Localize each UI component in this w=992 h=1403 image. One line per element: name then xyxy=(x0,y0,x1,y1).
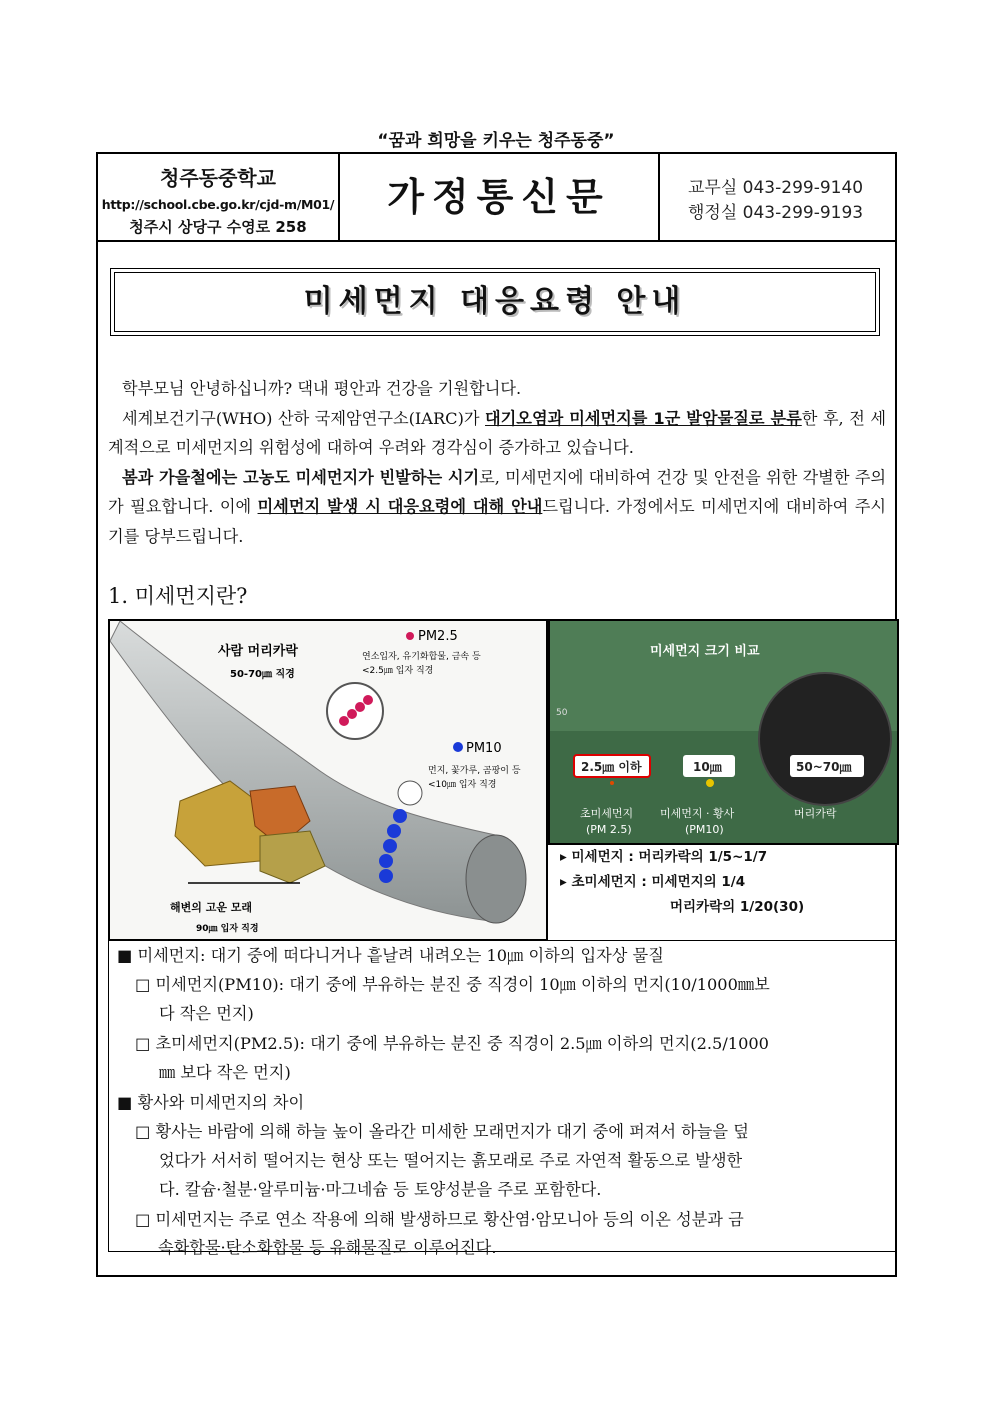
axis-tick-50: 50 xyxy=(556,708,568,718)
sub-bullet-3: □ 황사는 바람에 의해 하늘 높이 올라간 미세한 모래먼지가 대기 중에 퍼져서 하늘을 덮 xyxy=(135,1122,749,1141)
definition-box xyxy=(108,940,896,1252)
legend-row-3: 머리카락의 1/20(30) xyxy=(670,899,805,915)
pm25-desc-2: <2.5㎛ 입자 직경 xyxy=(362,666,434,676)
newsletter-title: 가정통신문 xyxy=(340,154,660,240)
sub-bullet-4-cont: 속화합물·탄소화합물 등 유해물질로 이루어진다. xyxy=(158,1238,497,1257)
school-address: 청주시 상당구 수영로 258 xyxy=(129,218,307,236)
letterhead xyxy=(98,154,895,242)
intro-paragraph-1: 학부모님 안녕하십니까? 댁내 평안과 건강을 기원합니다. xyxy=(122,379,522,398)
pm25-label: PM2.5 xyxy=(418,629,458,644)
pm10-label: PM10 xyxy=(466,741,502,756)
school-name: 청주동중학교 xyxy=(160,166,276,190)
caption-pm10-2: (PM10) xyxy=(685,823,724,836)
hair-circle xyxy=(759,673,891,805)
pm10-bullet-icon xyxy=(453,742,463,752)
sand-size: 90㎛ 입자 직경 xyxy=(196,924,259,934)
legend-row-1: ▸ 미세먼지 : 머리카락의 1/5~1/7 xyxy=(560,849,768,865)
hair-label: 사람 머리카락 xyxy=(218,644,298,659)
caption-pm25-1: 초미세먼지 xyxy=(580,807,634,820)
hair-illustration-svg xyxy=(110,621,546,939)
pm10-desc-2: <10㎛ 입자 직경 xyxy=(428,780,497,790)
pm10-desc-1: 먼지, 꽃가루, 곰팡이 등 xyxy=(428,766,521,776)
tag-pm25: 2.5㎛ 이하 xyxy=(581,760,642,774)
newsletter-frame xyxy=(96,152,897,1277)
sub-bullet-2: □ 초미세먼지(PM2.5): 대기 중에 부유하는 분진 중 직경이 2.5㎛ 이하의 먼지(2.5/1000 xyxy=(135,1034,769,1053)
comparison-title: 미세먼지 크기 비교 xyxy=(650,644,760,659)
hair-cross-section xyxy=(466,835,526,923)
intro-paragraph-2: 세계보건기구(WHO) 산하 국제암연구소(IARC)가 대기오염과 미세먼지를 1군 발암물질로 분류한 후, 전 세계적으로 미세먼지의 위험성에 대하여 우려와 경각심이 증가하고 있습니다. xyxy=(108,408,886,457)
particle-size-illustration xyxy=(108,619,548,941)
bullet-1: ■ 미세먼지: 대기 중에 떠다니거나 흩날려 내려오는 10㎛ 이하의 입자상 물질 xyxy=(117,946,664,965)
contact-phones xyxy=(688,176,863,226)
sub-bullet-1: □ 미세먼지(PM10): 대기 중에 부유하는 분진 중 직경이 10㎛ 이하의 먼지(10/1000㎜보 xyxy=(135,975,770,994)
caption-pm10-1: 미세먼지 · 황사 xyxy=(660,807,735,820)
sand-label: 해변의 고운 모래 xyxy=(170,901,253,914)
pm25-bullet-icon xyxy=(406,632,414,640)
pm25-desc-1: 연소입자, 유기화합물, 금속 등 xyxy=(362,652,481,662)
pm10-magnifier xyxy=(398,781,422,805)
sub-bullet-3-cont-2: 다. 칼슘·철분·알루미늄·마그네슘 등 토양성분을 주로 포함한다. xyxy=(159,1180,602,1199)
notice-title: 미세먼지 대응요령 안내 xyxy=(114,272,876,332)
school-url-link[interactable]: http://school.cbe.go.kr/cjd-m/M01/ xyxy=(101,197,335,212)
size-comparison-svg xyxy=(550,621,897,843)
intro-text xyxy=(108,374,886,551)
sub-bullet-2-cont: ㎜ 보다 작은 먼지) xyxy=(159,1063,291,1082)
caption-hair: 머리카락 xyxy=(794,807,837,820)
legend-row-2: ▸ 초미세먼지 : 미세먼지의 1/4 xyxy=(560,874,746,890)
tag-hair: 50~70㎛ xyxy=(796,760,852,774)
slogan: “꿈과 희망을 키우는 청주동중” xyxy=(377,131,615,151)
section-1-title: 1. 미세먼지란? xyxy=(108,584,248,608)
phone-office: 교무실 043-299-9140 xyxy=(688,178,864,198)
hair-size: 50-70㎛ 직경 xyxy=(230,669,295,680)
size-ratio-legend xyxy=(548,843,895,939)
pm25-dot xyxy=(610,781,614,785)
sub-bullet-1-cont: 다 작은 먼지) xyxy=(159,1004,254,1023)
tag-pm10: 10㎛ xyxy=(693,760,722,774)
sub-bullet-3-cont: 었다가 서서히 떨어지는 현상 또는 떨어지는 흙모래로 주로 자연적 활동으로 발생한 xyxy=(159,1151,743,1170)
phone-admin: 행정실 043-299-9193 xyxy=(688,203,864,223)
sub-bullet-4: □ 미세먼지는 주로 연소 작용에 의해 발생하므로 황산염·암모니아 등의 이온 성분과 금 xyxy=(135,1210,744,1229)
size-comparison-image xyxy=(548,619,899,845)
bullet-2: ■ 황사와 미세먼지의 차이 xyxy=(117,1093,305,1112)
intro-paragraph-3: 봄과 가을철에는 고농도 미세먼지가 빈발하는 시기로, 미세먼지에 대비하여 건강 및 안전을 위한 각별한 주의가 필요합니다. 이에 미세먼지 발생 시 대응요령에 대해 안내드립니다. 가정에서도 미세먼지에 대비하여 주시기를 당부드립니다. xyxy=(108,467,886,546)
school-info xyxy=(98,154,340,240)
notice-title-box xyxy=(110,268,880,336)
pm10-dot xyxy=(706,779,714,787)
caption-pm25-2: (PM 2.5) xyxy=(586,823,632,836)
